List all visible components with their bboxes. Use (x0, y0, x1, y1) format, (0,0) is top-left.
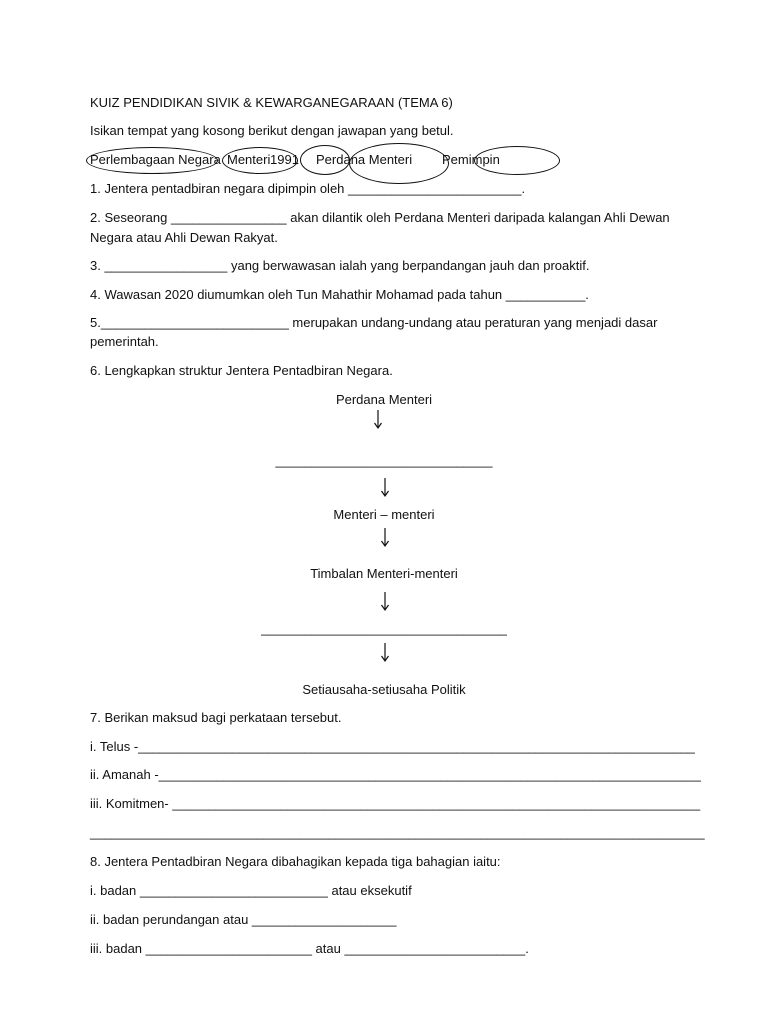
question-3: 3. _________________ yang berwawasan ialah yang berpandangan jauh dan proaktif. (90, 258, 590, 273)
down-arrow-icon (380, 643, 390, 663)
question-8-eksekutif: i. badan __________________________ atau eksekutif (90, 883, 412, 898)
question-1: 1. Jentera pentadbiran negara dipimpin oleh ________________________. (90, 181, 526, 196)
structure-perdana-menteri: Perdana Menteri (335, 392, 433, 407)
question-8-badan: iii. badan _______________________ atau _________________________. (90, 941, 529, 956)
structure-timbalan-menteri: Timbalan Menteri-menteri (310, 566, 458, 581)
question-7: 7. Berikan maksud bagi perkataan tersebut. (90, 710, 342, 725)
instruction-text: Isikan tempat yang kosong berikut dengan jawapan yang betul. (90, 123, 454, 138)
word-bank-1991: 1991 (270, 152, 299, 167)
down-arrow-icon (380, 592, 390, 612)
question-2-line-1: 2. Seseorang ________________ akan dilantik oleh Perdana Menteri daripada kalangan Ahli Dewan (90, 210, 670, 225)
question-7-extra-line: _____________________________________________________________________________________ (90, 825, 705, 840)
structure-blank-1: ______________________________ (275, 453, 493, 468)
structure-setiausaha-politik: Setiausaha-setiusaha Politik (302, 682, 466, 697)
down-arrow-icon (380, 478, 390, 498)
question-7-komitmen: iii. Komitmen- _________________________________________________________________________ (90, 796, 701, 811)
structure-menteri: Menteri – menteri (333, 507, 435, 522)
word-bank-perlembagaan: Perlembagaan Negara (90, 152, 221, 167)
question-2-line-2: Negara atau Ahli Dewan Rakyat. (90, 230, 278, 245)
circle-mark (86, 147, 218, 174)
word-bank-perdana-menteri: Perdana Menteri (316, 152, 413, 167)
question-8: 8. Jentera Pentadbiran Negara dibahagikan kepada tiga bahagian iaitu: (90, 854, 501, 869)
question-5-line-2: pemerintah. (90, 334, 159, 349)
quiz-title: KUIZ PENDIDIKAN SIVIK & KEWARGANEGARAAN (TEMA 6) (90, 95, 453, 110)
circle-mark (474, 146, 560, 175)
question-6: 6. Lengkapkan struktur Jentera Pentadbiran Negara. (90, 363, 393, 378)
question-8-perundangan: ii. badan perundangan atau ____________________ (90, 912, 397, 927)
question-4: 4. Wawasan 2020 diumumkan oleh Tun Mahathir Mohamad pada tahun ___________. (90, 287, 589, 302)
down-arrow-icon (380, 528, 390, 548)
question-7-telus: i. Telus -_____________________________________________________________________________ (90, 739, 695, 754)
word-bank-menteri: Menteri (227, 152, 271, 167)
word-bank-pemimpin: Pemimpin (442, 152, 500, 167)
circle-mark (349, 143, 449, 184)
structure-blank-2: __________________________________ (261, 621, 507, 636)
question-7-amanah: ii. Amanah -___________________________________________________________________________ (90, 767, 701, 782)
question-5-line-1: 5.__________________________ merupakan undang-undang atau peraturan yang menjadi dasar (90, 315, 658, 330)
circle-mark (300, 145, 350, 175)
circle-mark (222, 147, 298, 174)
down-arrow-icon (373, 410, 383, 430)
